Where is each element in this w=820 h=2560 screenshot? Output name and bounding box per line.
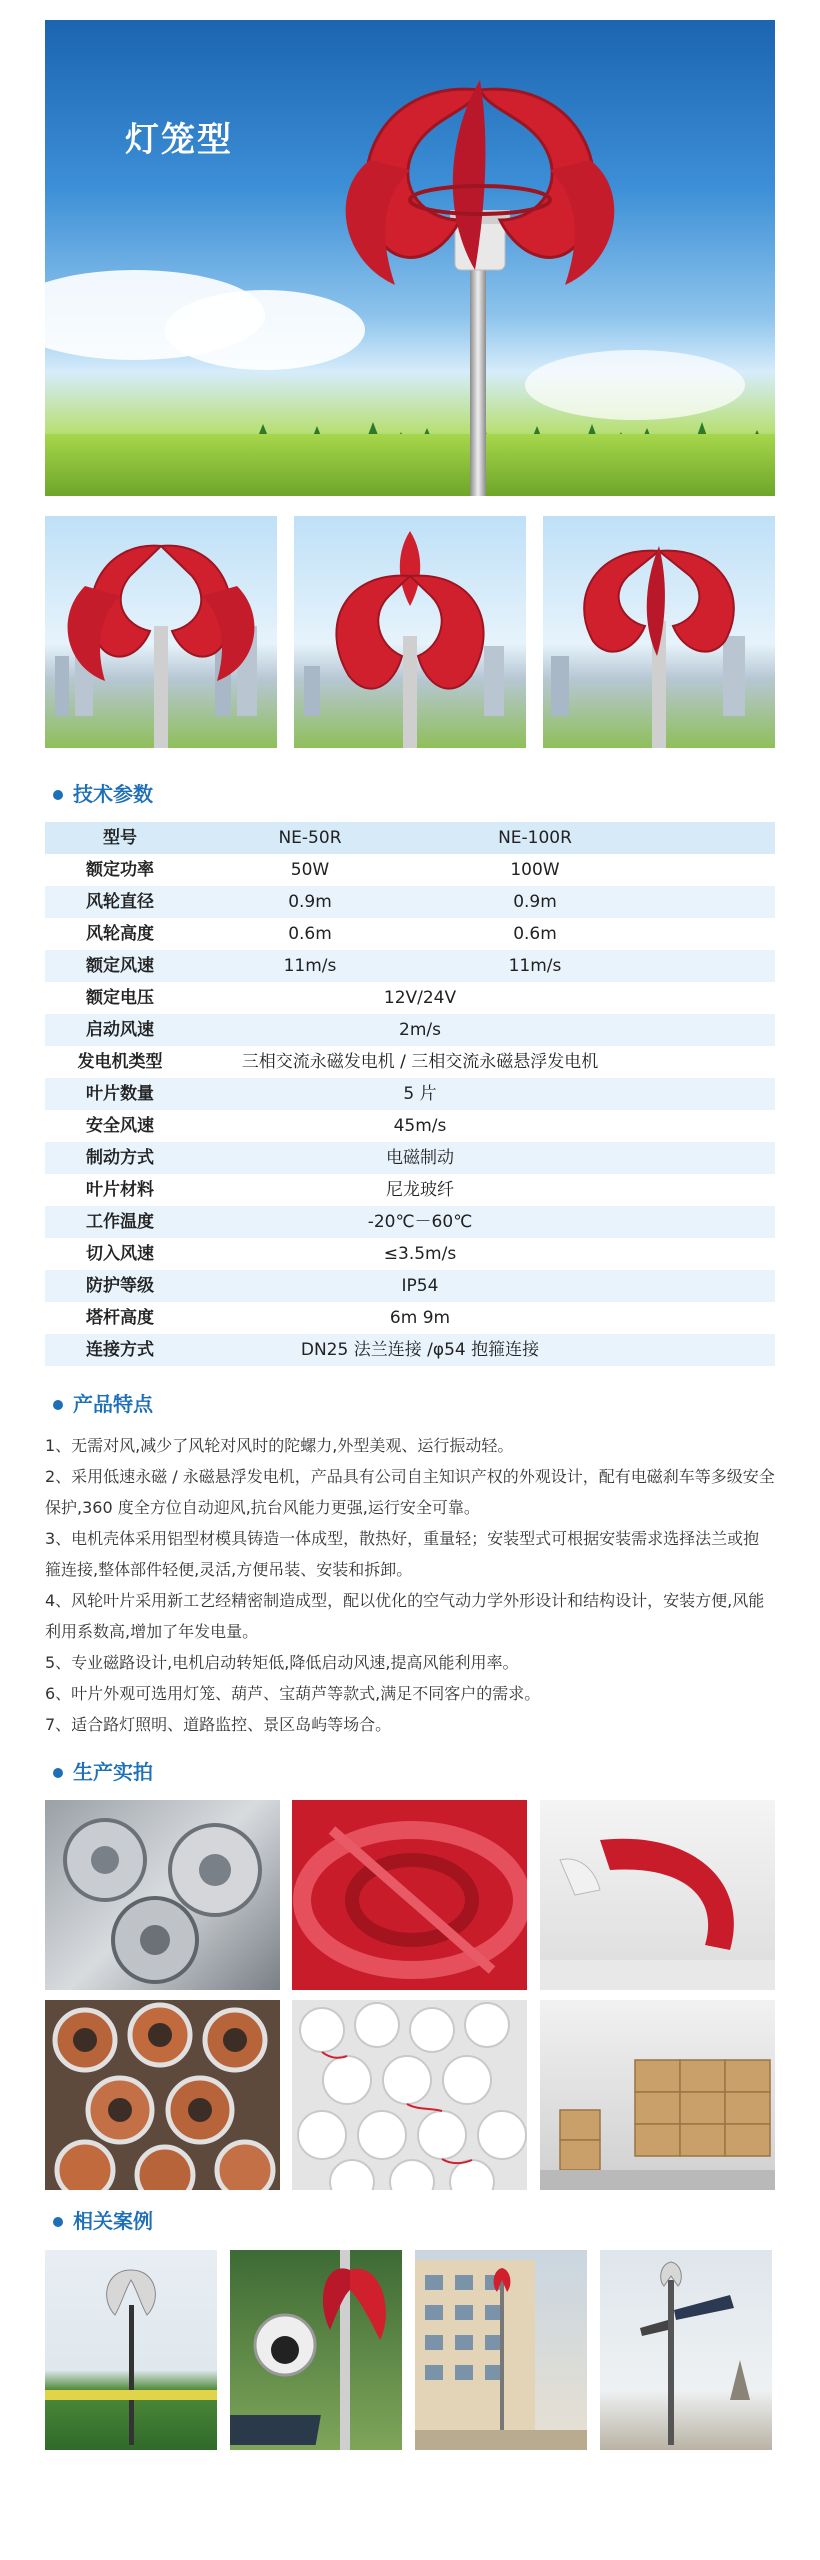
case-photo-streetlight: [600, 2250, 772, 2450]
table-cell-label: 叶片材料: [86, 1180, 154, 1200]
table-row: [45, 854, 775, 886]
table-row: [45, 950, 775, 982]
table-cell-label: 防护等级: [86, 1276, 154, 1296]
section-heading-features: [45, 1388, 153, 1418]
section-title: 生产实拍: [73, 1760, 153, 1784]
table-header-cell: NE-50R: [278, 828, 342, 848]
production-photo-stators: [45, 2000, 280, 2190]
table-cell: -20℃－60℃: [367, 1212, 473, 1232]
section-title: 相关案例: [73, 2209, 153, 2233]
feature-item: 7、适合路灯照明、道路监控、景区岛屿等场合。: [45, 1715, 392, 1734]
table-cell: ≤3.5m/s: [383, 1244, 457, 1264]
section-title: 技术参数: [73, 782, 153, 806]
table-cell: 0.9m: [513, 892, 557, 912]
table-row: [45, 918, 775, 950]
table-row: [45, 1110, 775, 1142]
table-row: [45, 1302, 775, 1334]
case-photo-field: [45, 2250, 217, 2450]
feature-item: 4、风轮叶片采用新工艺经精密制造成型，配以优化的空气动力学外形设计和结构设计，安装方便,风能利用系数高,增加了年发电量。: [45, 1591, 765, 1641]
feature-item: 5、专业磁路设计,电机启动转矩低,降低启动风速,提高风能利用率。: [45, 1653, 519, 1672]
turbine-thumbnail: [543, 516, 775, 748]
table-cell-label: 风轮高度: [86, 924, 154, 944]
section-heading-tech: [45, 778, 153, 808]
section-heading-cases: [45, 2205, 153, 2235]
grass-field: [45, 434, 775, 496]
turbine-thumbnail: [294, 516, 526, 748]
table-cell: 2m/s: [399, 1020, 441, 1040]
table-cell-label: 额定风速: [86, 956, 154, 976]
case-photo-building: [415, 2250, 587, 2450]
table-cell-label: 安全风速: [86, 1116, 154, 1136]
table-cell: 尼龙玻纤: [386, 1180, 454, 1200]
turbine-thumbnail: [45, 516, 277, 748]
feature-list: [45, 1430, 775, 1740]
table-header-cell: NE-100R: [498, 828, 572, 848]
table-cell-label: 额定电压: [86, 988, 154, 1008]
lantern-turbine-icon: [300, 70, 660, 330]
production-photo-generators: [292, 2000, 527, 2190]
table-cell-label: 风轮直径: [86, 892, 154, 912]
table-row: [45, 1174, 775, 1206]
table-cell: 100W: [510, 860, 560, 880]
table-row: [45, 886, 775, 918]
table-cell-label: 切入风速: [86, 1244, 154, 1264]
production-photo-warehouse: [540, 2000, 775, 2190]
table-cell: 5 片: [403, 1084, 437, 1104]
table-row: [45, 1014, 775, 1046]
table-cell-label: 连接方式: [86, 1340, 154, 1360]
hero-banner: [45, 20, 775, 496]
case-photo-camera: [230, 2250, 402, 2450]
table-cell-label: 工作温度: [86, 1212, 154, 1232]
table-cell: 12V/24V: [383, 988, 457, 1008]
table-cell: 6m 9m: [389, 1308, 451, 1328]
table-cell: 0.6m: [288, 924, 332, 944]
table-cell: 11m/s: [508, 956, 562, 976]
production-photo-castings: [45, 1800, 280, 1990]
production-photo-assembly: [540, 1800, 775, 1990]
feature-item: 3、电机壳体采用铝型材模具铸造一体成型，散热好，重量轻；安装型式可根据安装需求选择法兰或抱箍连接,整体部件轻便,灵活,方便吊装、安装和拆卸。: [45, 1529, 760, 1579]
table-row: [45, 1334, 775, 1366]
table-cell-label: 制动方式: [86, 1148, 154, 1168]
table-row: [45, 1046, 775, 1078]
table-cell: DN25 法兰连接 /φ54 抱箍连接: [300, 1340, 540, 1360]
table-cell: 45m/s: [393, 1116, 447, 1136]
spec-table: [45, 822, 775, 1366]
section-heading-production: [45, 1756, 153, 1786]
table-cell: 11m/s: [283, 956, 337, 976]
table-cell: 三相交流永磁发电机 / 三相交流永磁悬浮发电机: [241, 1052, 599, 1072]
table-row: [45, 1206, 775, 1238]
table-cell: 电磁制动: [386, 1148, 454, 1168]
feature-item: 6、叶片外观可选用灯笼、葫芦、宝葫芦等款式,满足不同客户的需求。: [45, 1684, 541, 1703]
table-cell-label: 启动风速: [86, 1020, 154, 1040]
table-row: [45, 982, 775, 1014]
bullet-dot-icon: [53, 790, 63, 800]
table-row: [45, 1142, 775, 1174]
feature-item: 2、采用低速永磁 / 永磁悬浮发电机，产品具有公司自主知识产权的外观设计，配有电磁刹车等多级安全保护,360 度全方位自动迎风,抗台风能力更强,运行安全可靠。: [45, 1467, 775, 1517]
table-cell: 0.9m: [288, 892, 332, 912]
table-cell: 50W: [290, 860, 330, 880]
table-header-cell: 型号: [103, 828, 137, 848]
table-header-row: [45, 822, 775, 854]
table-cell-label: 塔杆高度: [86, 1308, 154, 1328]
table-row: [45, 1078, 775, 1110]
bullet-dot-icon: [53, 1768, 63, 1778]
production-photo-blades: [292, 1800, 527, 1990]
table-cell: 0.6m: [513, 924, 557, 944]
feature-item: 1、无需对风,减少了风轮对风时的陀螺力,外型美观、运行振动轻。: [45, 1436, 514, 1455]
table-cell-label: 发电机类型: [77, 1052, 163, 1072]
table-row: [45, 1270, 775, 1302]
hero-title: 灯笼型: [125, 120, 233, 160]
table-cell-label: 额定功率: [86, 860, 154, 880]
table-cell: IP54: [401, 1276, 439, 1296]
bullet-dot-icon: [53, 1400, 63, 1410]
bullet-dot-icon: [53, 2217, 63, 2227]
table-row: [45, 1238, 775, 1270]
cloud: [525, 350, 745, 420]
table-cell-label: 叶片数量: [86, 1084, 154, 1104]
section-title: 产品特点: [73, 1392, 153, 1416]
